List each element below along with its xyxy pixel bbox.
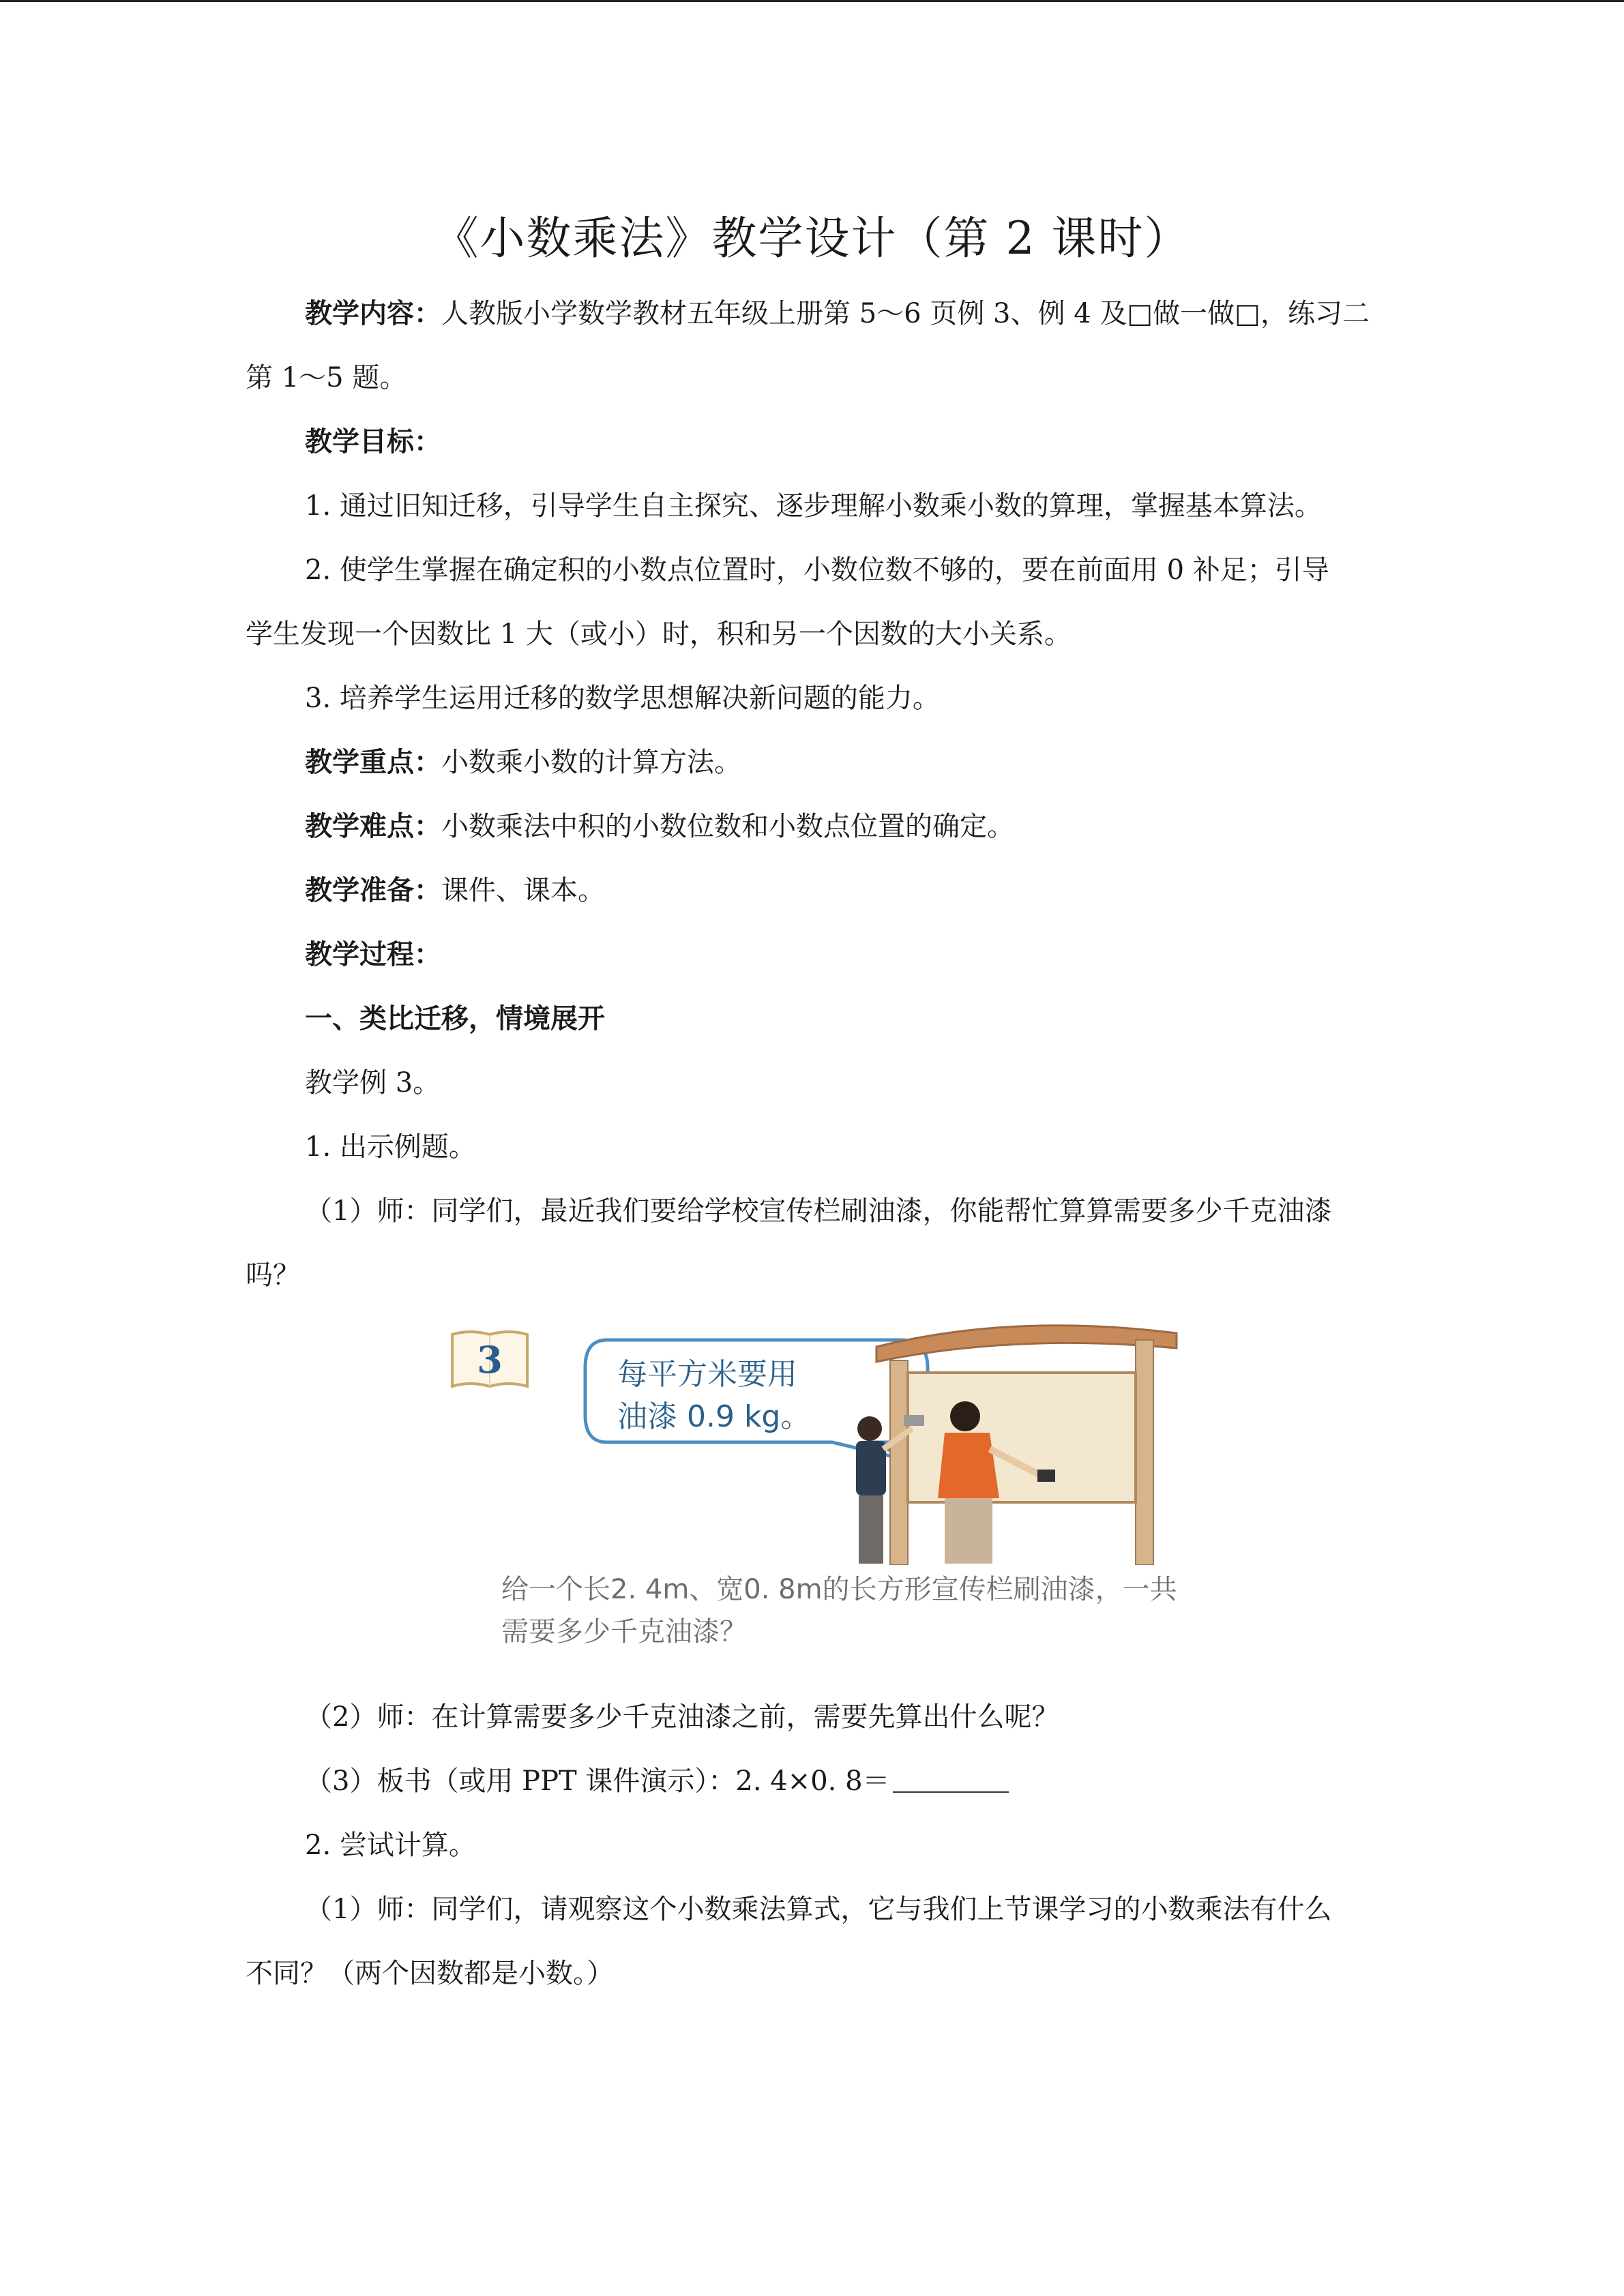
caption-line-2: 需要多少千克油漆？ [501, 1616, 747, 1648]
step-1-question-3 [305, 1764, 1009, 1798]
question-3-text: （3）板书（或用 PPT 课件演示）：2. 4×0. 8＝ [305, 1765, 890, 1797]
example-number-book-icon [449, 1328, 530, 1390]
preparation [305, 874, 605, 908]
difficulty-label: 教学难点： [305, 810, 441, 842]
example-intro: 教学例 3。 [305, 1067, 441, 1099]
bubble-line-2: 油漆 0.9 kg。 [617, 1399, 811, 1434]
content-label: 教学内容： [305, 297, 441, 329]
key-point [305, 745, 741, 779]
preparation-label: 教学准备： [305, 874, 441, 906]
step-1-question-2: （2）师：在计算需要多少千克油漆之前，需要先算出什么呢？ [305, 1701, 1059, 1733]
example-number: 3 [477, 1338, 503, 1382]
page-title: 《小数乘法》教学设计（第 2 课时） [433, 212, 1191, 265]
process-label: 教学过程： [305, 938, 441, 970]
step-2-heading: 2. 尝试计算。 [305, 1830, 476, 1861]
objective-item-1: 1. 通过旧知迁移，引导学生自主探究、逐步理解小数乘小数的算理，掌握基本算法。 [305, 490, 1322, 522]
difficulty-text: 小数乘法中积的小数位数和小数点位置的确定。 [441, 811, 1014, 842]
answer-blank [893, 1767, 1009, 1793]
step-1-heading: 1. 出示例题。 [305, 1131, 476, 1163]
content-line-1 [305, 297, 1370, 331]
objectives-label: 教学目标： [305, 426, 441, 458]
caption-line-1: 给一个长2. 4m、宽0. 8m的长方形宣传栏刷油漆，一共 [501, 1574, 1177, 1605]
page-top-border [0, 0, 1624, 2]
key-point-label: 教学重点： [305, 746, 441, 778]
bubble-line-1: 每平方米要用 [617, 1357, 797, 1392]
difficulty [305, 809, 1014, 844]
section-1-heading: 一、类比迁移，情境展开 [305, 1002, 605, 1034]
example-caption [501, 1568, 1177, 1653]
content-line-2: 第 1～5 题。 [246, 362, 407, 393]
step-1-question-1-line-1: （1）师：同学们，最近我们要给学校宣传栏刷油漆，你能帮忙算算需要多少千克油漆 [305, 1195, 1332, 1227]
objective-item-3: 3. 培养学生运用迁移的数学思想解决新问题的能力。 [305, 683, 940, 714]
content-text: 人教版小学数学教材五年级上册第 5～6 页例 3、例 4 及□做一做□，练习二 [441, 298, 1370, 329]
step-1-question-1-line-2: 吗？ [246, 1259, 300, 1291]
painting-scene-image [836, 1320, 1183, 1565]
step-2-question-1-line-2: 不同？（两个因数都是小数。） [246, 1958, 614, 1989]
example-illustration [447, 1320, 1183, 1674]
objective-item-2-line-1: 2. 使学生掌握在确定积的小数点位置时，小数位数不够的，要在前面用 0 补足；引导 [305, 554, 1329, 586]
objective-item-2-line-2: 学生发现一个因数比 1 大（或小）时，积和另一个因数的大小关系。 [246, 618, 1072, 650]
preparation-text: 课件、课本。 [441, 875, 605, 906]
key-point-text: 小数乘小数的计算方法。 [441, 747, 741, 778]
step-2-question-1-line-1: （1）师：同学们，请观察这个小数乘法算式，它与我们上节课学习的小数乘法有什么 [305, 1894, 1332, 1925]
speech-bubble-text [617, 1354, 810, 1438]
